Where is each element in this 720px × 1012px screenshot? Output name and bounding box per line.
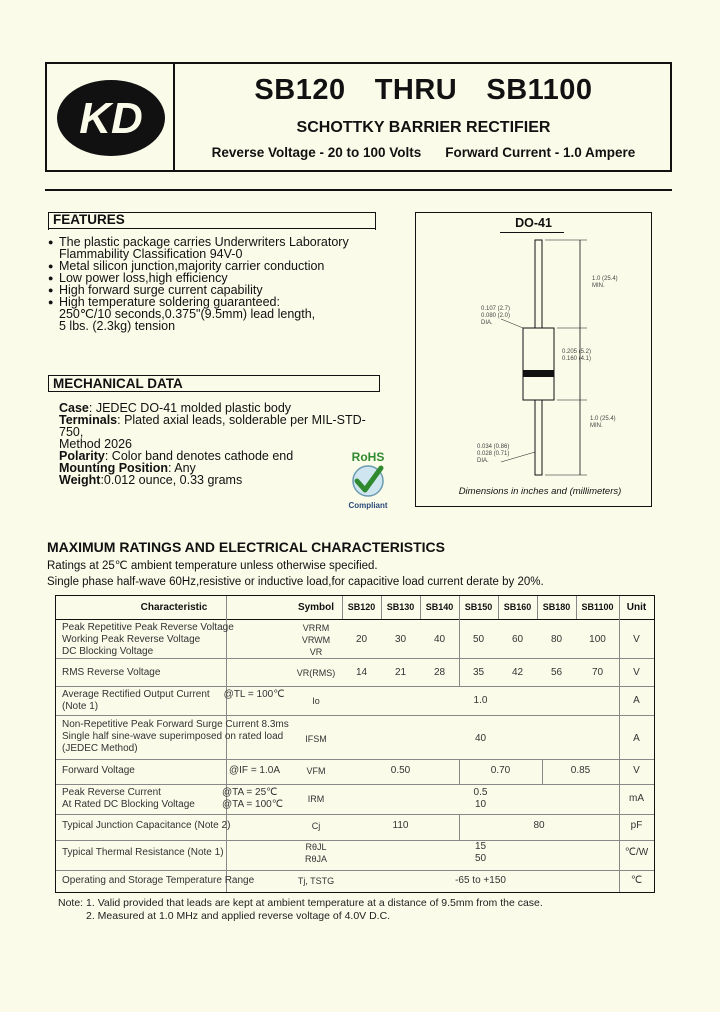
feature-item: ● Low power loss,high efficiency [48,272,388,284]
row-vrrm-v: 80 [550,634,563,645]
row-vrrm-v: 50 [472,634,485,645]
package-note: Dimensions in inches and (millimeters) [458,486,622,497]
row-tj-unit: ℃ [630,875,643,886]
row-tj-symbol: Tj, TSTG [297,876,335,886]
features-heading: FEATURES [53,212,125,227]
package-title: DO-41 [515,216,552,230]
th-sb140: SB140 [425,602,454,612]
row-vrms-v: 35 [472,667,485,678]
row-irm-unit: mA [629,793,644,804]
dim-lead-dia: 0.034 (0.86) 0.028 (0.71) DIA. [477,444,510,464]
row-vrrm-v: 40 [433,634,446,645]
row-vrms-v: 14 [355,667,368,678]
dim-body-len: 0.205 (5.2) 0.160 (4.1) [562,349,592,362]
lead-top [535,240,542,328]
row-vrms-v: 56 [550,667,563,678]
row-vrms-v: 42 [511,667,524,678]
row-vfm-v2: 0.70 [490,765,511,776]
cathode-band [523,370,554,377]
page-title: SB120 THRU SB1100 [254,74,593,106]
notes [58,897,543,923]
th-sb150: SB150 [464,602,493,612]
th-sb160: SB160 [503,602,532,612]
row-vrms-v: 21 [394,667,407,678]
row-vrrm-v: 60 [511,634,524,645]
row-ifsm-unit: A [633,733,640,744]
characteristics-table [55,595,655,893]
forward-current: Forward Current - 1.0 Ampere [445,145,636,160]
th-symbol: Symbol [297,602,335,613]
ratings-line-2: Single phase half-wave 60Hz,resistive or inductive load,for capacitive load current derate by 20%. [47,576,544,588]
row-vrrm-unit: V [633,634,640,645]
row-vfm-symbol: VFM [306,766,326,776]
row-vrrm-v: 100 [589,634,606,645]
note-1: Note: 1. Valid provided that leads are kept at ambient temperature at a distance of 9.5mm from the case. [58,897,543,909]
header-rule [45,189,672,191]
mech-case: Case: JEDEC DO-41 molded plastic body [59,401,292,415]
th-sb120: SB120 [347,602,376,612]
dim-lead-bottom: 1.0 (25.4) MIN. [590,416,616,429]
row-rth-char: Typical Thermal Resistance (Note 1) [62,847,224,858]
feature-item-cont: 5 lbs. (2.3kg) tension [59,319,176,333]
feature-item-cont: 250℃/10 seconds,0.375"(9.5mm) lead length, [59,307,316,321]
kd-logo [55,78,167,158]
row-ifsm-symbol: IFSM [305,734,327,744]
rohs-compliant: Compliant [348,501,388,510]
row-tj-char: Operating and Storage Temperature Range [62,875,255,886]
row-vrms-unit: V [633,667,640,678]
row-cj-v2: 80 [533,820,545,831]
dim-body-dia: 0.107 (2.7) 0.080 (2.0) DIA. [481,306,511,326]
row-vrms-v: 28 [433,667,446,678]
mechanical-heading-frame [48,375,380,392]
mechanical-list [59,402,389,486]
row-vrrm-symbol: VRRM VRWM VR [301,623,331,657]
features-list [48,236,388,332]
ratings-text [47,558,544,590]
row-io-char: Average Rectified Output Current @TL = 100℃ (Note 1) [62,689,285,712]
mechanical-underline [48,391,380,392]
page-subtitle: SCHOTTKY BARRIER RECTIFIER [296,119,551,136]
row-vfm-v3: 0.85 [570,765,591,776]
mech-terminals: Terminals: Plated axial leads, solderable per MIL-STD-750, [59,413,366,439]
th-sb130: SB130 [386,602,415,612]
lead-bottom [535,400,542,475]
row-tj-value: -65 to +150 [455,875,506,886]
diode-body [523,328,554,400]
row-irm-values: 0.5 10 [473,787,488,810]
row-irm-cond: @TA = 25℃ @TA = 100℃ [222,787,283,810]
row-vfm-char: Forward Voltage [62,765,135,776]
th-sb1100: SB1100 [581,602,614,612]
mech-polarity: Polarity: Color band denotes cathode end [59,449,294,463]
row-ifsm-char: Non-Repetitive Peak Forward Surge Current 8.3ms Single half sine-wave superimposed on rated load (JEDEC Method) [62,719,289,754]
feature-item-cont: Flammability Classification 94V-0 [59,247,243,261]
row-cj-symbol: Cj [311,821,321,831]
package-drawing [415,212,652,507]
row-cj-unit: pF [630,820,643,831]
row-vrms-char: RMS Reverse Voltage [62,667,161,678]
row-io-symbol: Io [312,696,320,706]
spec-line [175,145,672,160]
rohs-label: RoHS [351,450,385,464]
feature-item: ● Metal silicon junction,majority carrier conduction [48,260,388,272]
features-heading-frame [48,212,376,230]
row-irm-char: Peak Reverse Current At Rated DC Blocking Voltage [62,787,195,810]
row-vfm-cond: @IF = 1.0A [229,765,281,776]
row-ifsm-value: 40 [474,733,487,744]
row-cj-char: Typical Junction Capacitance (Note 2) [62,820,231,831]
row-rth-symbol: RθJL RθJA [304,842,327,864]
logo-text: KD [79,94,143,143]
row-vrrm-v: 30 [394,634,407,645]
mechanical-heading: MECHANICAL DATA [53,376,183,391]
th-sb180: SB180 [542,602,571,612]
row-io-unit: A [633,695,640,706]
ratings-line-1: Ratings at 25℃ ambient temperature unless otherwise specified. [47,560,378,572]
rohs-badge [343,449,393,511]
ratings-heading: MAXIMUM RATINGS AND ELECTRICAL CHARACTERISTICS [47,539,445,555]
row-irm-symbol: IRM [307,794,325,804]
mech-terminals-cont: Method 2026 [59,437,132,451]
row-vrrm-char: Peak Repetitive Peak Reverse Voltage Working Peak Reverse Voltage DC Blocking Voltage [62,622,234,657]
mech-mounting: Mounting Position: Any [59,461,196,475]
row-vfm-v1: 0.50 [390,765,411,776]
row-vrrm-v: 20 [355,634,368,645]
row-rth-values: 15 50 [474,841,487,864]
row-vrms-symbol: VR(RMS) [296,668,336,678]
row-vrms-v: 70 [591,667,604,678]
row-vfm-unit: V [633,765,640,776]
th-unit: Unit [626,602,647,613]
feature-item: ● High temperature soldering guaranteed: [48,296,388,308]
feature-item: ● High forward surge current capability [48,284,388,296]
mech-weight: Weight:0.012 ounce, 0.33 grams [59,473,243,487]
row-cj-v1: 110 [392,820,409,831]
reverse-voltage: Reverse Voltage - 20 to 100 Volts [211,145,422,160]
note-2: 2. Measured at 1.0 MHz and applied reverse voltage of 4.0V D.C. [86,910,391,922]
th-characteristic: Characteristic [140,602,208,613]
feature-item: ● The plastic package carries Underwriters Laboratory [48,236,388,248]
row-io-value: 1.0 [473,695,488,706]
row-rth-unit: ℃/W [624,847,649,858]
dim-lead-top: 1.0 (25.4) MIN. [592,276,618,289]
